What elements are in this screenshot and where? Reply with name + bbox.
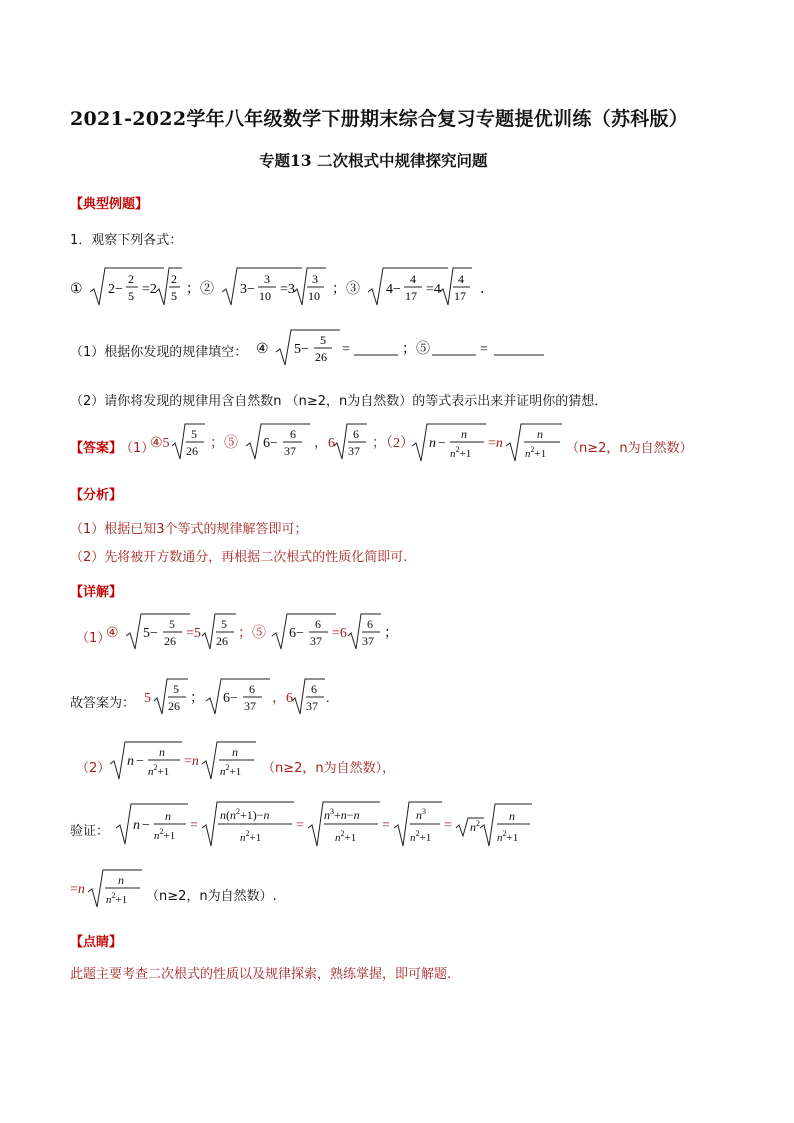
svg-text:=n: =n [70,882,85,897]
svg-text:10: 10 [259,289,271,303]
svg-text:n: n [118,873,124,887]
answer-condition: （n≥2，n为自然数） [566,441,693,456]
svg-text:6: 6 [367,617,373,631]
problem-intro: 1．观察下列各式： [70,233,183,248]
svg-text:；⑤: ；⑤ [402,342,430,357]
svg-text:n(n2+1)−n: $n(n^2+1)-n$ [220,807,270,822]
svg-text:6−: 6− [263,436,278,451]
svg-text:n2+1: $n^2+1$ [450,445,472,460]
svg-text:=: = [444,818,452,833]
verify-result [66,866,156,916]
question-1-prefix: （1）根据你发现的规律填空： [70,345,248,360]
svg-text:；⑤: ；⑤ [210,436,238,451]
svg-text:5−: 5− [143,626,158,641]
svg-text:．: ． [480,282,494,297]
svg-text:6−: 6− [223,691,238,706]
svg-text:n2+1: $n^2+1$ [154,827,176,842]
svg-text:n2: $n^2$ [470,819,480,834]
svg-text:=n: =n [184,754,199,769]
svg-text:4−: 4− [386,282,401,297]
svg-text:26: 26 [315,350,327,364]
svg-text:5: 5 [128,289,134,303]
svg-text:4: 4 [458,272,464,286]
svg-text:n: n [461,427,467,441]
svg-text:n: n [537,427,543,441]
document-subtitle: 专题13 二次根式中规律探究问题 [259,151,488,170]
detail-q2-condition: （n≥2，n为自然数）， [262,761,396,776]
verify-equation [112,800,542,856]
svg-text:4: 4 [410,272,416,286]
svg-text:④: ④ [106,626,119,641]
comment-label: 【点睛】 [70,935,123,950]
svg-text:37: 37 [310,634,322,648]
svg-text:④: ④ [256,342,269,357]
svg-text:=4: =4 [426,282,441,297]
svg-text:n2+1: $n^2+1$ [106,891,128,906]
eq-1 [90,268,182,305]
question-1-equation [256,328,556,372]
detail-answer-equations [144,675,334,725]
svg-text:=: = [190,818,198,833]
svg-text:n: n [509,809,515,823]
svg-text:n2+1: $n^2+1$ [335,829,357,844]
analysis-label: 【分析】 [70,488,123,503]
svg-text:−: − [438,436,446,451]
svg-text:=: = [480,342,488,357]
svg-text:37: 37 [362,634,374,648]
svg-text:，6: ，6 [314,436,335,451]
svg-text:.: . [326,691,330,706]
svg-text:n3+n−n: $n^3+n-n$ [324,807,360,822]
svg-text:5: 5 [173,682,179,696]
detail-answer-is: 故答案为： [70,696,136,711]
svg-text:n2+1: $n^2+1$ [497,829,519,844]
svg-text:n: n [429,436,436,451]
svg-text:5: 5 [171,289,177,303]
svg-text:2−: 2− [108,282,123,297]
problem-equations [66,264,506,312]
svg-text:2: 2 [128,272,134,286]
svg-text:2: 2 [171,272,177,286]
question-2: （2）请你将发现的规律用含自然数n （n≥2，n为自然数）的等式表示出来并证明你的猜想． [70,394,608,409]
detail-q2-equation [106,738,266,788]
svg-text:=: = [342,342,350,357]
svg-text:17: 17 [405,289,417,303]
svg-text:n3: $n^3$ [416,807,426,822]
svg-text:3: 3 [264,272,270,286]
svg-text:；: ； [190,691,204,706]
svg-text:n2+1: $n^2+1$ [220,763,242,778]
svg-text:④5: ④5 [150,436,170,451]
svg-text:6: 6 [353,427,359,441]
svg-text:n: n [127,754,134,769]
svg-text:6−: 6− [289,626,304,641]
svg-text:=: = [382,818,390,833]
detail-label: 【详解】 [70,585,123,600]
answer-q1: （1） [120,441,155,456]
svg-text:26: 26 [216,634,228,648]
verify-label: 验证： [70,824,110,839]
svg-text:n: n [165,809,171,823]
svg-text:；（2）: ；（2） [372,436,414,451]
svg-text:6: 6 [315,617,321,631]
svg-text:；: ； [384,626,398,641]
svg-text:5: 5 [221,617,227,631]
detail-q1: （1） [76,631,111,646]
svg-text:26: 26 [164,634,176,648]
svg-text:−: − [136,754,144,769]
svg-text:；②: ；② [186,282,214,297]
svg-text:6: 6 [290,427,296,441]
comment-text: 此题主要考查二次根式的性质以及规律探索，熟练掌握，即可解题. [70,967,452,982]
svg-text:=: = [296,818,304,833]
svg-text:5: 5 [144,691,151,706]
svg-text:；⑤: ；⑤ [238,626,266,641]
svg-text:26: 26 [186,444,198,458]
svg-text:5: 5 [169,617,175,631]
svg-text:=5: =5 [186,626,201,641]
svg-text:5−: 5− [294,342,309,357]
svg-text:6: 6 [311,682,317,696]
eq-2 [222,268,326,305]
svg-text:=3: =3 [280,282,295,297]
detail-q1-equations [106,610,406,660]
svg-text:=2: =2 [142,282,157,297]
svg-text:n2+1: $n^2+1$ [410,829,432,844]
svg-text:37: 37 [348,444,360,458]
svg-text:n2+1: $n^2+1$ [240,829,262,844]
svg-text:17: 17 [454,289,466,303]
section-typical-examples: 【典型例题】 [70,197,149,212]
verify-condition: （n≥2，n为自然数）. [146,889,277,904]
svg-text:37: 37 [244,699,256,713]
svg-text:n: n [232,745,238,759]
svg-text:37: 37 [306,699,318,713]
svg-text:=n: =n [488,436,503,451]
svg-text:5: 5 [191,427,197,441]
svg-text:37: 37 [284,444,296,458]
mark-1: ① [70,282,83,297]
svg-text:；③: ；③ [332,282,360,297]
answer-label: 【答案】 [70,441,123,456]
eq-3 [368,268,472,305]
svg-text:n2+1: $n^2+1$ [148,763,170,778]
svg-text:6: 6 [249,682,255,696]
analysis-line-2: （2）先将被开方数通分，再根据二次根式的性质化简即可. [70,550,408,565]
svg-text:n: n [133,818,140,833]
svg-text:10: 10 [308,289,320,303]
svg-text:−: − [142,818,150,833]
svg-text:，6: ，6 [272,691,293,706]
svg-text:26: 26 [168,699,180,713]
document-title: 2021-2022学年八年级数学下册期末综合复习专题提优训练（苏科版） [70,108,689,130]
svg-text:3−: 3− [240,282,255,297]
svg-text:=6: =6 [332,626,347,641]
analysis-line-1: （1）根据已知3个等式的规律解答即可； [70,522,308,537]
svg-text:5: 5 [320,333,326,347]
detail-q2: （2） [76,761,111,776]
svg-text:3: 3 [312,272,318,286]
svg-text:n: n [159,745,165,759]
svg-text:n2+1: $n^2+1$ [525,445,547,460]
